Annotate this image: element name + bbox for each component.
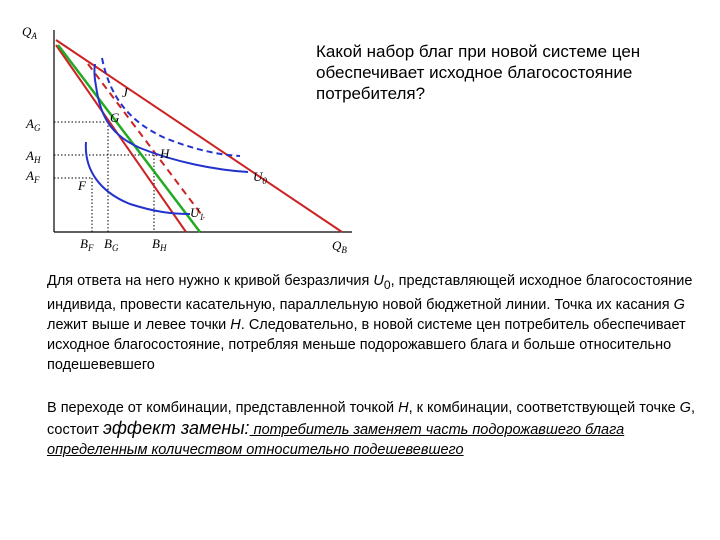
p2-effect-term: эффект замены:: [103, 418, 250, 438]
p1-u-sub: 0: [383, 277, 391, 292]
p2-h-letter: H: [398, 400, 409, 416]
p2-intro: В переходе от комбинации, представленной точкой: [47, 400, 399, 416]
x-label-bg: $B_G$: [104, 236, 119, 253]
point-label-j: J: [122, 85, 128, 100]
p1-h-letter: H: [230, 316, 241, 333]
x-axis-label: $Q_B$: [332, 238, 347, 255]
p2-tail: потребитель заменяет часть подорожавшего блага определенным количеством относительно подешевевшего: [47, 422, 625, 458]
y-axis-label: $Q_A$: [22, 24, 37, 41]
x-label-bf: $B_F$: [80, 236, 94, 253]
p1-intro: Для ответа на него нужно к кривой безразличия: [47, 273, 374, 289]
point-label-f: F: [78, 178, 86, 193]
y-label-af: $A_F$: [26, 168, 40, 185]
substitution-effect-paragraph: [47, 398, 697, 460]
x-label-bh: $B_H$: [152, 236, 167, 253]
question-text: Какой набор благ при новой системе цен обеспечивает исходное благосостояние потребителя?: [316, 42, 641, 103]
guide-lines: [54, 122, 154, 232]
p2-mid: , к комбинации, соответствующей точке: [408, 400, 680, 416]
p2-g-letter: G: [679, 400, 691, 416]
p1-tail: . Следовательно, в новой системе цен потребитель обеспечивает исходное благосостояние, потребляя меньше подорожавшего блага и больше относительно подешевевшего: [47, 316, 686, 373]
explanation-paragraph: [47, 271, 697, 375]
p2-mid2: , состоит: [47, 400, 695, 438]
y-label-ah: $A_H$: [26, 148, 41, 165]
curve-label-u0: $U_0$: [253, 169, 267, 186]
point-label-g: G: [110, 110, 120, 125]
old-budget-line: [56, 40, 342, 232]
point-label-h: H: [160, 146, 170, 161]
dashed-red-line: [88, 64, 204, 218]
indifference-curve-u1: [86, 142, 190, 214]
p1-g-letter: G: [673, 296, 685, 313]
p1-u-letter: U: [373, 273, 384, 289]
p1-body: , представляющей исходное благосостояние индивида, провести касательную, параллельную новой бюджетной линии. Точка их касания: [47, 273, 693, 313]
indifference-curve-u0: [96, 86, 248, 172]
new-budget-line: [56, 45, 186, 232]
p1-mid: лежит выше и левее точки: [47, 316, 231, 333]
curve-label-u1: $U_1$: [190, 205, 204, 222]
y-label-ag: $A_G$: [26, 116, 41, 133]
